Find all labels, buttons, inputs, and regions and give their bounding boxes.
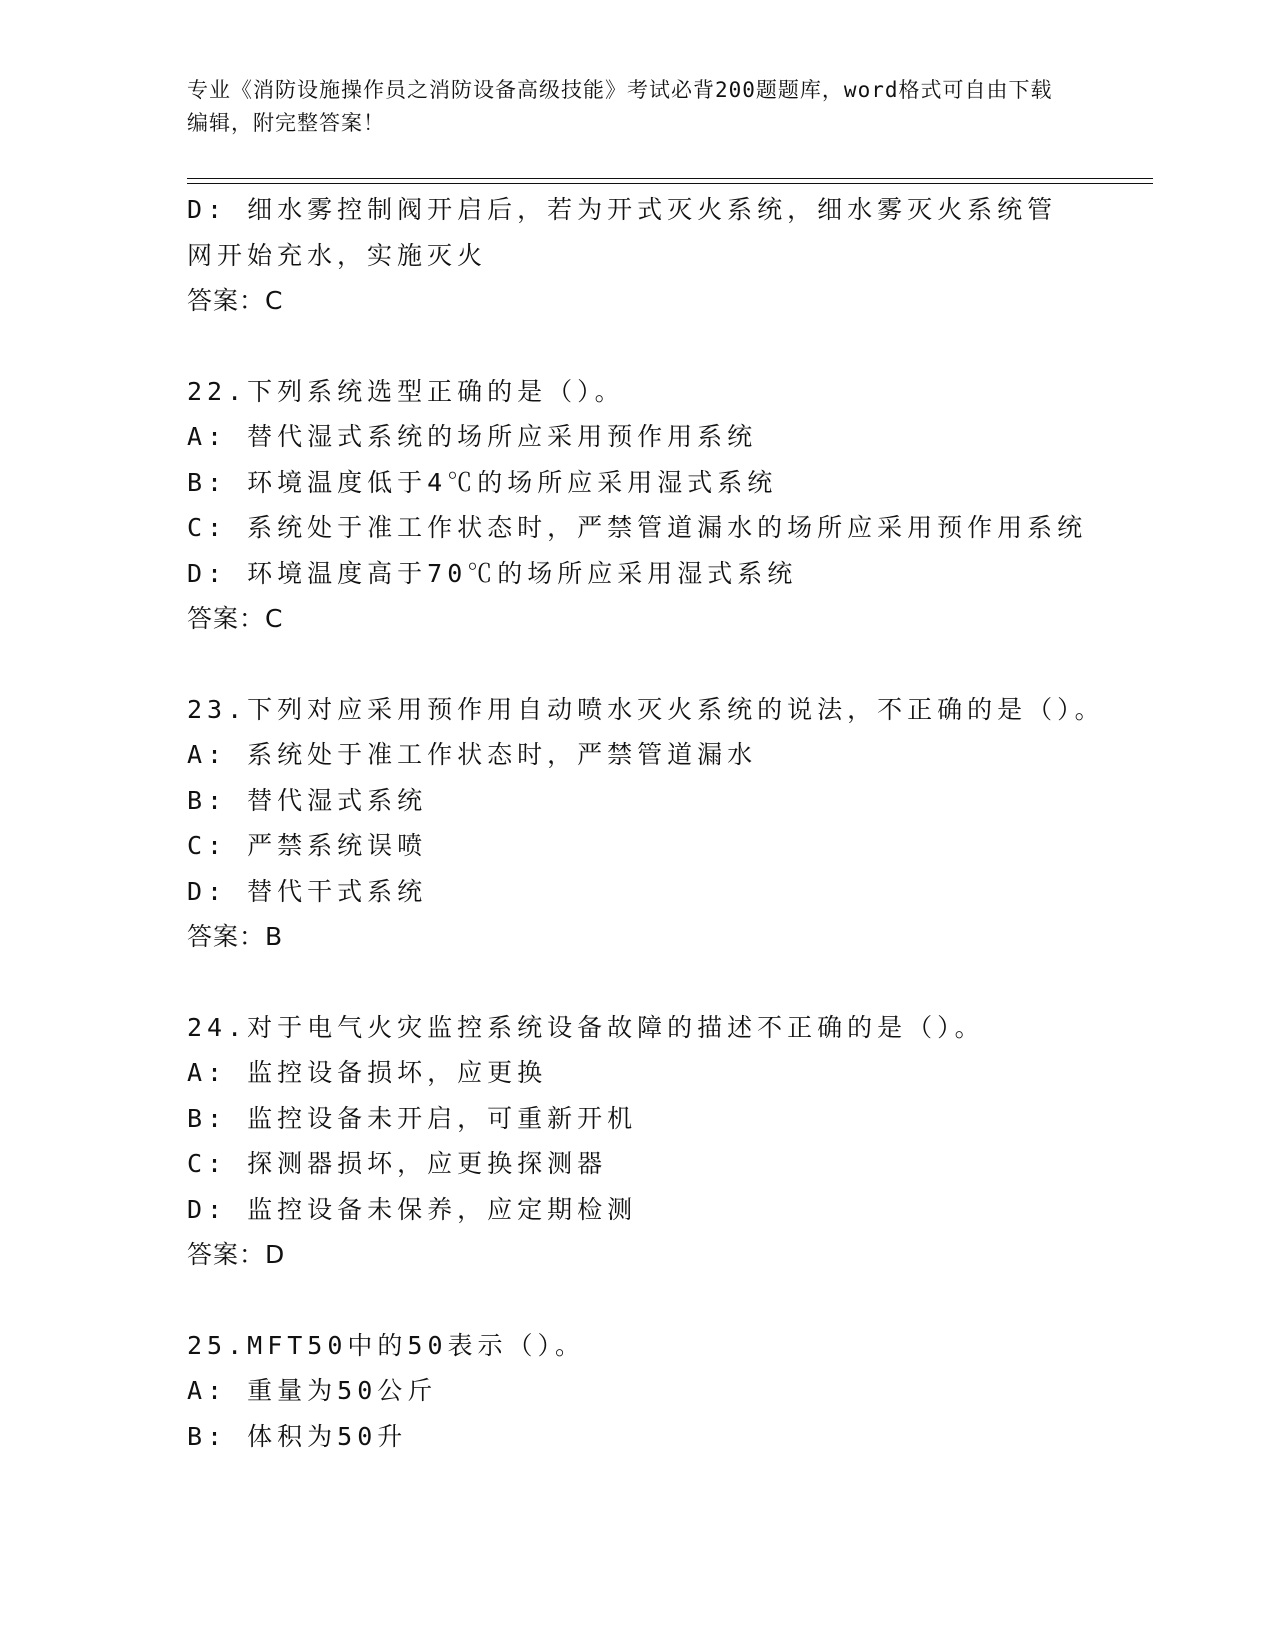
option-d: D: 环境温度高于70℃的场所应采用湿式系统: [187, 558, 798, 588]
question-stem: 23.下列对应采用预作用自动喷水灭火系统的说法，不正确的是（）。: [187, 694, 1105, 724]
option-b: B: 替代湿式系统: [187, 785, 428, 815]
question-22: [187, 369, 1087, 642]
option-b: B: 环境温度低于4℃的场所应采用湿式系统: [187, 467, 778, 497]
option-a: A: 重量为50公斤: [187, 1376, 438, 1405]
document-header: [187, 74, 1067, 140]
question-24: [187, 1005, 1087, 1278]
spacer: [187, 642, 1087, 687]
option-a: A: 监控设备损坏，应更换: [187, 1058, 548, 1087]
option-d: D: 细水雾控制阀开启后，若为开式灭火系统，细水雾灭火系统管网开始充水，实施灭火: [187, 195, 1058, 270]
header-divider-top: [187, 178, 1153, 179]
document-body: [187, 187, 1105, 1459]
question-stem: 22.下列系统选型正确的是（）。: [187, 376, 625, 406]
previous-question-tail: [187, 187, 1087, 324]
option-d: D: 替代干式系统: [187, 876, 428, 906]
spacer: [187, 324, 1087, 369]
question-25: [187, 1323, 1087, 1460]
option-c: C: 严禁系统误喷: [187, 831, 428, 860]
header-title: 专业《消防设施操作员之消防设备高级技能》考试必背200题题库，word格式可自由下载编辑，附完整答案！: [187, 78, 1053, 135]
answer-line: 答案：C: [187, 286, 284, 315]
option-b: B: 体积为50升: [187, 1421, 408, 1451]
header-divider-bottom: [187, 183, 1153, 184]
spacer: [187, 1278, 1087, 1323]
option-a: A: 替代湿式系统的场所应采用预作用系统: [187, 422, 758, 451]
question-23: [187, 687, 1105, 960]
option-b: B: 监控设备未开启，可重新开机: [187, 1103, 638, 1133]
option-c: C: 系统处于准工作状态时，严禁管道漏水的场所应采用预作用系统: [187, 513, 1088, 542]
option-d: D: 监控设备未保养，应定期检测: [187, 1194, 638, 1224]
question-stem: 25.MFT50中的50表示（）。: [187, 1330, 586, 1360]
answer-line: 答案：B: [187, 922, 284, 951]
option-c: C: 探测器损坏，应更换探测器: [187, 1149, 608, 1178]
option-a: A: 系统处于准工作状态时，严禁管道漏水: [187, 740, 758, 769]
answer-line: 答案：D: [187, 1240, 286, 1269]
spacer: [187, 960, 1087, 1005]
question-stem: 24.对于电气火灾监控系统设备故障的描述不正确的是（）。: [187, 1012, 985, 1042]
answer-line: 答案：C: [187, 604, 284, 633]
